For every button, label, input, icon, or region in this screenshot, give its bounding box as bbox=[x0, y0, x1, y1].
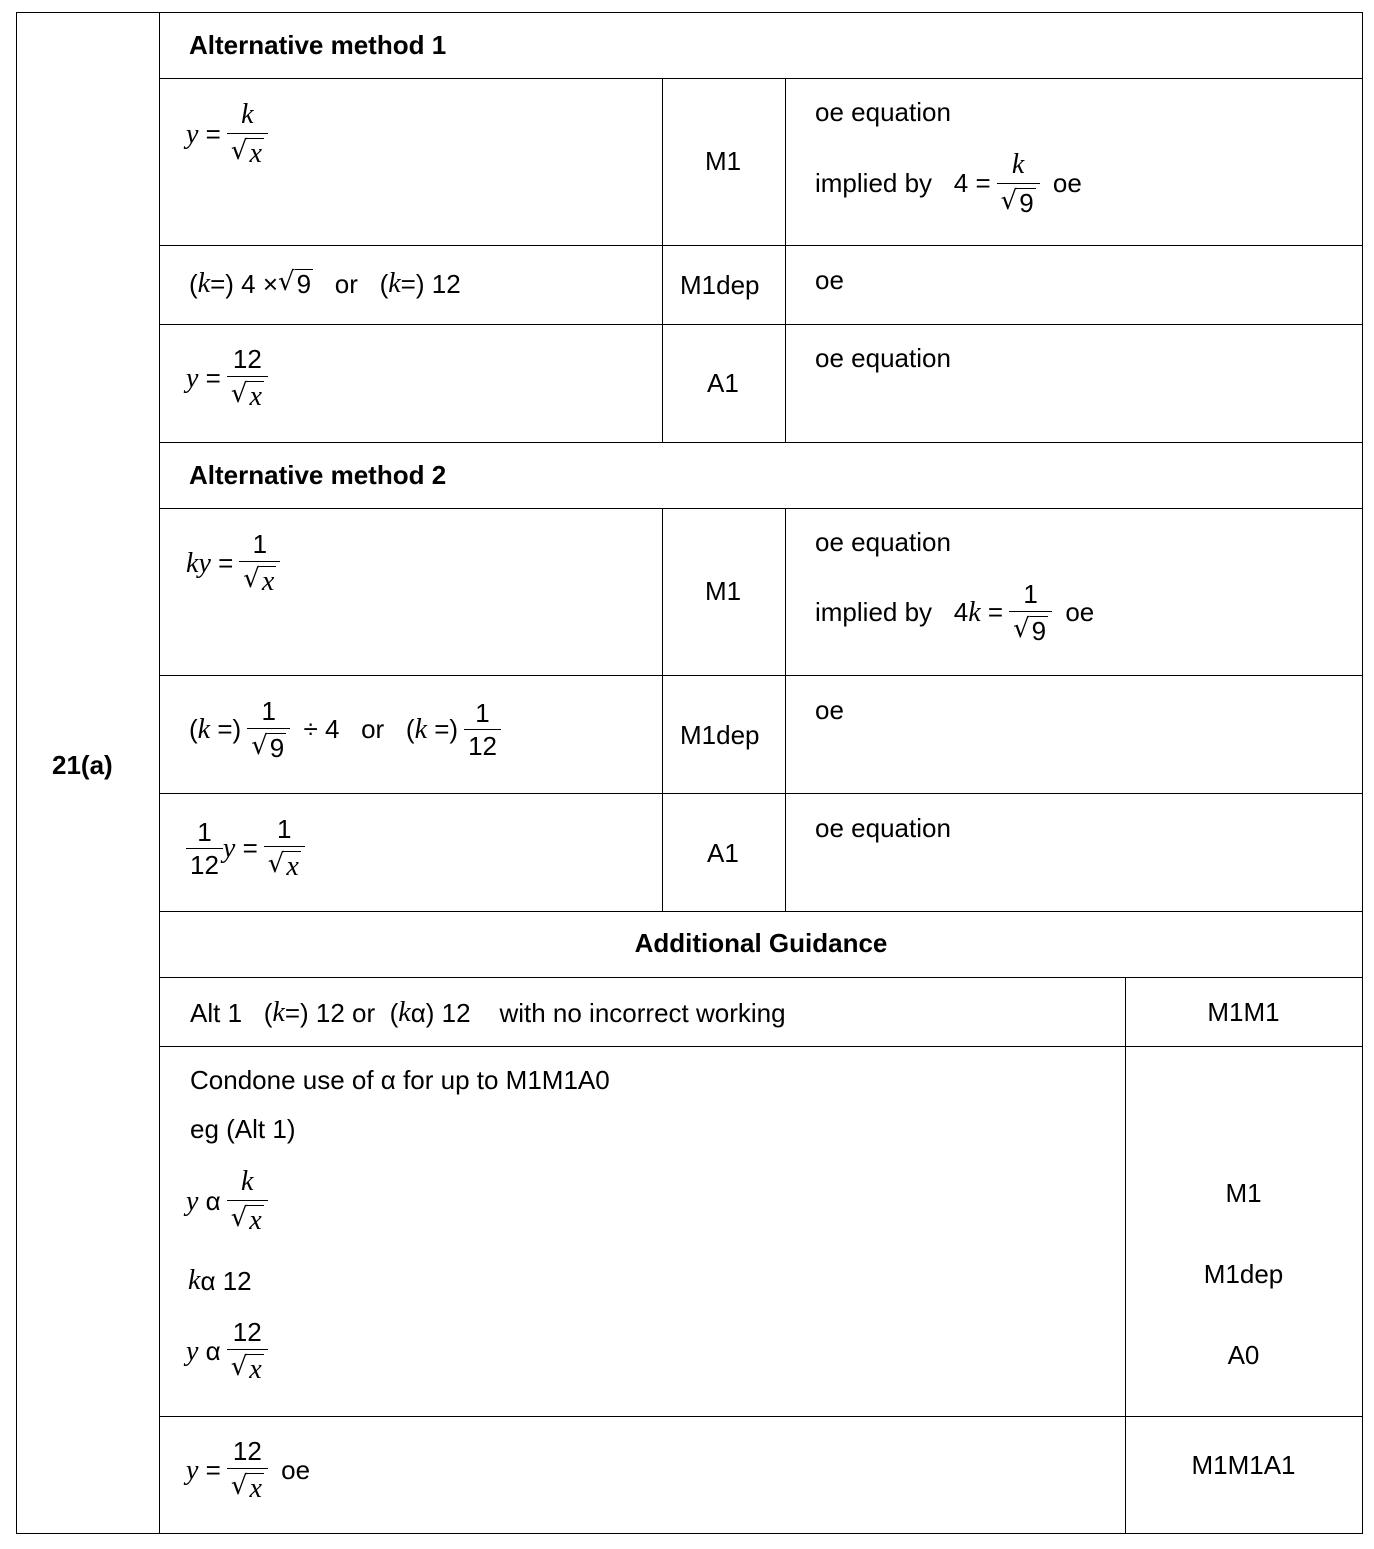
guidance-row-1-text: Alt 1 ( k =) 12 or ( k α) 12 with no incorrect working bbox=[190, 997, 786, 1028]
alt2-a1-mark: A1 bbox=[707, 838, 739, 868]
alt1-m1-answer: y = k √ x bbox=[186, 100, 274, 170]
alt1-m1dep-mark: M1dep bbox=[680, 270, 760, 300]
alt2-m1dep-mark: M1dep bbox=[680, 720, 760, 750]
alt-method-1-heading: Alternative method 1 bbox=[189, 30, 447, 60]
guidance-mark-a0: A0 bbox=[1227, 1340, 1260, 1370]
additional-guidance-heading: Additional Guidance bbox=[634, 928, 888, 958]
guidance-y-alpha-12: y α 12 √ x bbox=[186, 1318, 274, 1385]
alt1-a1-answer: y = 12 √ x bbox=[186, 345, 274, 412]
alt1-a1-comment: oe equation bbox=[815, 343, 951, 373]
alt2-m1-implied: implied by 4 k = 1 √ 9 oe bbox=[815, 579, 1095, 646]
alt-method-2-heading: Alternative method 2 bbox=[189, 460, 447, 490]
alt2-m1-comment: oe equation bbox=[815, 527, 951, 557]
guidance-mark-m1: M1 bbox=[1225, 1178, 1262, 1208]
guidance-k-alpha-12: k α 12 bbox=[188, 1265, 252, 1296]
alt1-m1-mark: M1 bbox=[705, 146, 742, 176]
guidance-row-1-mark: M1M1 bbox=[1207, 997, 1280, 1027]
guidance-final-answer: y = 12 √ x oe bbox=[186, 1436, 311, 1504]
alt2-a1-answer: $\frac{1}{12}$ y = 1 √ x bbox=[186, 815, 311, 882]
alt1-m1-implied: implied by 4 = k √ 9 oe bbox=[815, 149, 1082, 218]
alt1-a1-mark: A1 bbox=[707, 368, 739, 398]
guidance-eg-text: eg (Alt 1) bbox=[190, 1114, 296, 1144]
alt2-m1dep-comment: oe bbox=[815, 695, 844, 725]
guidance-final-mark: M1M1A1 bbox=[1191, 1450, 1296, 1480]
question-number: 21(a) bbox=[52, 750, 113, 780]
guidance-condone-text: Condone use of α for up to M1M1A0 bbox=[190, 1065, 610, 1095]
guidance-mark-m1dep: M1dep bbox=[1203, 1259, 1284, 1289]
alt2-m1dep-answer: ( k =) 1 √ 9 ÷ 4 or ( k =) $\frac{1}{12}$ bbox=[189, 697, 507, 762]
alt2-a1-comment: oe equation bbox=[815, 813, 951, 843]
alt2-m1-answer: k y = 1 √ x bbox=[186, 530, 286, 597]
alt1-m1-comment: oe equation bbox=[815, 97, 951, 127]
alt1-m1dep-answer: ( k =) 4 × √ 9 or ( k =) 12 bbox=[189, 267, 461, 300]
alt1-m1dep-comment: oe bbox=[815, 265, 844, 295]
guidance-y-alpha-k: y α k √ x bbox=[186, 1167, 274, 1237]
alt2-m1-mark: M1 bbox=[705, 576, 742, 606]
